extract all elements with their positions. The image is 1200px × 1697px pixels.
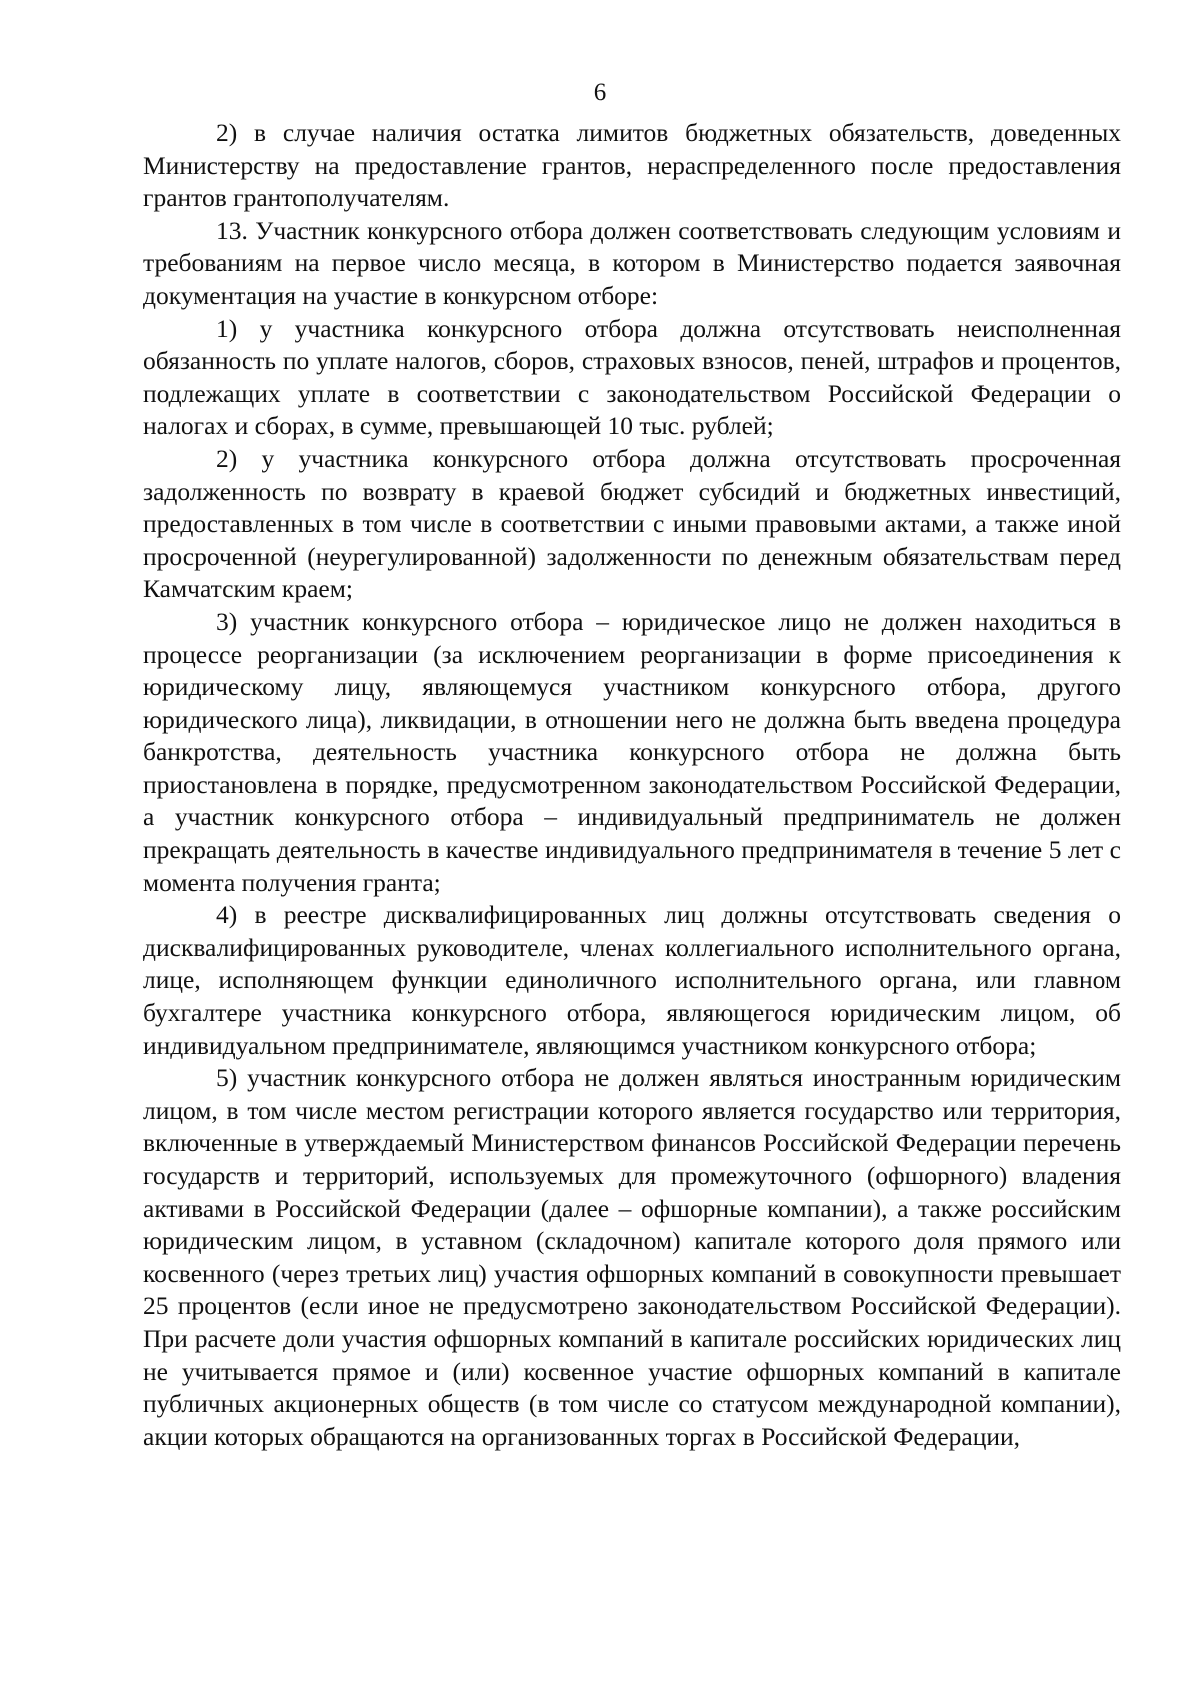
paragraph-item-2-remaining-limits: 2) в случае наличия остатка лимитов бюджетных обязательств, доведенных Министерству на предоставление грантов, нераспределенного после предоставления грантов грантополучателям. xyxy=(143,118,1121,213)
requirement-4-disqualified-persons: 4) в реестре дисквалифицированных лиц должны отсутствовать сведения о дисквалифицированных руководителе, членах коллегиального исполнительного органа, лице, исполняющем функции единоличного исполнительного органа, или главном бухгалтере участника конкурсного отбора, являющегося юридическим лицом, об индивидуальном предпринимателе, являющимся участником конкурсного отбора; xyxy=(143,900,1121,1060)
paragraph-13-participant-requirements: 13. Участник конкурсного отбора должен соответствовать следующим условиям и требованиям на первое число месяца, в котором в Министерство подается заявочная документация на участие в конкурсном отборе: xyxy=(143,215,1121,310)
document-body xyxy=(143,117,1121,1453)
requirement-5-offshore-companies: 5) участник конкурсного отбора не должен являться иностранным юридическим лицом, в том числе местом регистрации которого является государство или территория, включенные в утверждаемый Министерством финансов Российской Федерации перечень государств и территорий, используемых для промежуточного (офшорного) владения активами в Российской Федерации (далее – офшорные компании), а также российским юридическим лицом, в уставном (складочном) капитале которого доля прямого или косвенного (через третьих лиц) участия офшорных компаний в совокупности превышает 25 процентов (если иное не предусмотрено законодательством Российской Федерации). При расчете доли участия офшорных компаний в капитале российских юридических лиц не учитывается прямое и (или) косвенное участие офшорных компаний в капитале публичных акционерных обществ (в том числе со статусом международной компании), акции которых обращаются на организованных торгах в Российской Федерации, xyxy=(143,1063,1121,1451)
requirement-1-no-tax-debt: 1) у участника конкурсного отбора должна отсутствовать неисполненная обязанность по уплате налогов, сборов, страховых взносов, пеней, штрафов и процентов, подлежащих уплате в соответствии с законодательством Российской Федерации о налогах и сборах, в сумме, превышающей 10 тыс. рублей; xyxy=(143,313,1121,441)
page-number: 6 xyxy=(593,79,607,106)
requirement-2-no-overdue-debt: 2) у участника конкурсного отбора должна отсутствовать просроченная задолженность по возврату в краевой бюджет субсидий и бюджетных инвестиций, предоставленных в том числе в соответствии с иными правовыми актами, а также иной просроченной (неурегулированной) задолженности по денежным обязательствам перед Камчатским краем; xyxy=(143,443,1121,604)
requirement-3-no-reorganization: 3) участник конкурсного отбора – юридическое лицо не должен находиться в процессе реорганизации (за исключением реорганизации в форме присоединения к юридическому лицу, являющемуся участником конкурсного отбора, другого юридического лица), ликвидации, в отношении него не должна быть введена процедура банкротства, деятельность участника конкурсного отбора не должна быть приостановлена в порядке, предусмотренном законодательством Российской Федерации, а участник конкурсного отбора – индивидуальный предприниматель не должен прекращать деятельность в качестве индивидуального предпринимателя в течение 5 лет с момента получения гранта; xyxy=(143,606,1121,897)
